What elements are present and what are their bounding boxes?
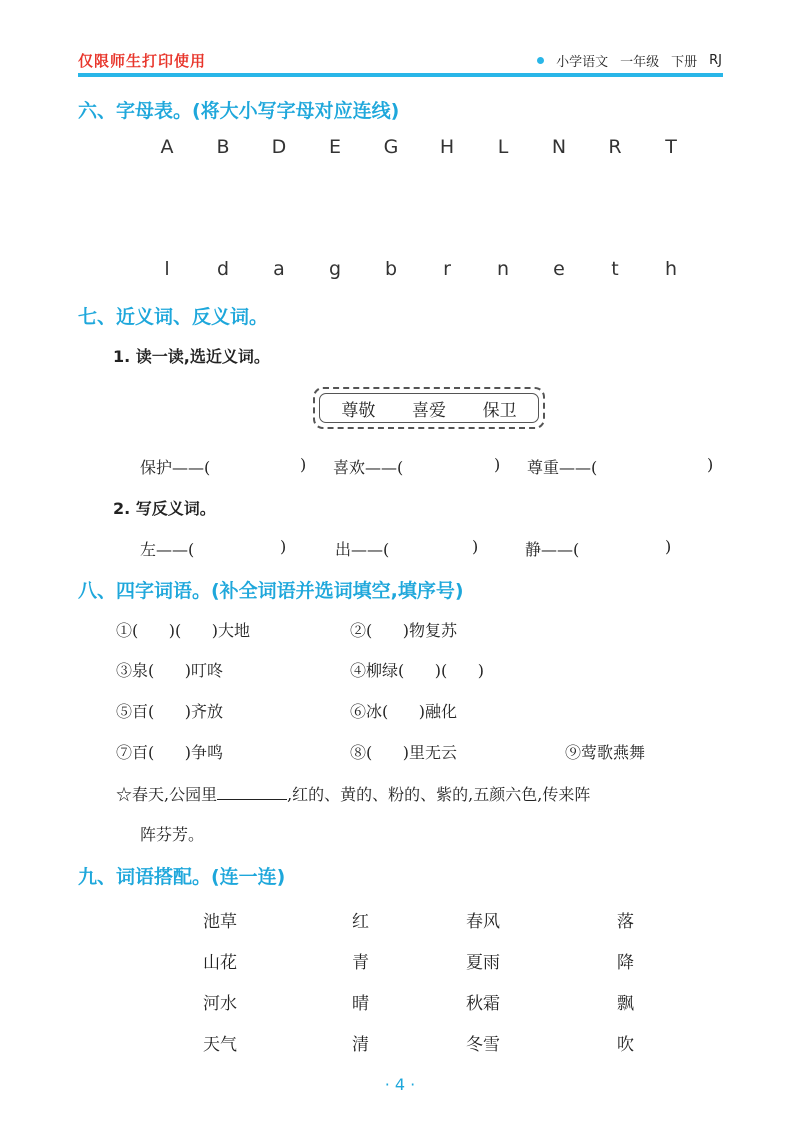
match-col1-item[interactable]: 河水 <box>203 994 237 1014</box>
header-divider <box>78 73 723 77</box>
antonym-item-2-close: ) <box>472 537 479 556</box>
bullet-dot-icon <box>537 57 544 64</box>
choice-word: 保卫 <box>482 400 517 421</box>
match-col4-item[interactable]: 落 <box>617 912 634 932</box>
synonym-item-1-close: ) <box>300 455 307 474</box>
match-col4-item[interactable]: 吹 <box>617 1035 634 1055</box>
fill-sentence-line-1 <box>116 782 590 805</box>
fill-sentence-start: ☆春天,公园里 <box>116 785 218 804</box>
header-volume: 下册 <box>671 55 698 70</box>
uppercase-letter[interactable]: H <box>439 136 455 158</box>
match-col1-item[interactable]: 天气 <box>203 1035 237 1055</box>
uppercase-letter[interactable]: G <box>383 136 399 158</box>
lowercase-letter[interactable]: t <box>611 258 619 280</box>
synonym-item-3-open: 尊重——( <box>527 458 598 477</box>
lowercase-letter[interactable]: e <box>553 258 565 280</box>
lowercase-letter[interactable]: d <box>216 258 230 280</box>
match-col2-item[interactable]: 青 <box>352 953 369 973</box>
choice-word: 尊敬 <box>341 400 376 421</box>
idiom-item-9: ⑨莺歌燕舞 <box>565 743 646 762</box>
section-7-title: 七、近义词、反义词。 <box>78 306 269 328</box>
lowercase-letter[interactable]: b <box>384 258 398 280</box>
synonym-item-2-close: ) <box>494 455 501 474</box>
match-col3-item[interactable]: 秋霜 <box>466 994 500 1014</box>
idiom-item-5: ⑤百( )齐放 <box>116 702 224 721</box>
synonym-item-3-close: ) <box>707 455 714 474</box>
match-col2-item[interactable]: 晴 <box>352 994 369 1014</box>
uppercase-letter[interactable]: B <box>216 136 230 158</box>
match-col4-item[interactable]: 飘 <box>617 994 634 1014</box>
lowercase-letter[interactable]: g <box>328 258 342 280</box>
uppercase-letter[interactable]: N <box>551 136 567 158</box>
lowercase-letter[interactable]: r <box>443 258 451 280</box>
idiom-item-3: ③泉( )叮咚 <box>116 661 224 680</box>
uppercase-letter-row <box>140 136 700 166</box>
fill-sentence-end: ,红的、黄的、粉的、紫的,五颜六色,传来阵 <box>287 785 591 804</box>
idiom-item-4: ④柳绿( )( ) <box>350 661 485 680</box>
header-watermark: 仅限师生打印使用 <box>78 52 207 70</box>
fill-sentence-line-2: 阵芬芳。 <box>140 825 205 844</box>
synonym-item-1-open: 保护——( <box>140 458 211 477</box>
lowercase-letter[interactable]: h <box>664 258 678 280</box>
match-col3-item[interactable]: 冬雪 <box>466 1035 500 1055</box>
match-col3-item[interactable]: 春风 <box>466 912 500 932</box>
header-grade: 一年级 <box>620 55 660 70</box>
match-col1-item[interactable]: 山花 <box>203 953 237 973</box>
synonym-item-2-open: 喜欢——( <box>333 458 404 477</box>
uppercase-letter[interactable]: T <box>665 136 677 158</box>
uppercase-letter[interactable]: L <box>497 136 509 158</box>
section-8-title: 八、四字词语。(补全词语并选词填空,填序号) <box>78 580 464 602</box>
antonym-item-3-close: ) <box>665 537 672 556</box>
match-col2-item[interactable]: 清 <box>352 1035 369 1055</box>
question-7-2: 2. 写反义词。 <box>113 499 216 518</box>
lowercase-letter[interactable]: l <box>164 258 170 280</box>
idiom-item-2: ②( )物复苏 <box>350 621 458 640</box>
antonym-item-3-open: 静——( <box>525 540 580 559</box>
antonym-item-1-open: 左——( <box>140 540 195 559</box>
fill-blank[interactable] <box>217 785 287 800</box>
lowercase-letter[interactable]: n <box>496 258 510 280</box>
idiom-item-8: ⑧( )里无云 <box>350 743 458 762</box>
uppercase-letter[interactable]: R <box>608 136 622 158</box>
idiom-item-7: ⑦百( )争鸣 <box>116 743 224 762</box>
antonym-item-1-close: ) <box>280 537 287 556</box>
uppercase-letter[interactable]: D <box>271 136 287 158</box>
choice-word: 喜爱 <box>411 400 446 421</box>
idiom-item-1: ①( )( )大地 <box>116 621 251 640</box>
match-col3-item[interactable]: 夏雨 <box>466 953 500 973</box>
lowercase-letter-row <box>140 258 700 288</box>
idiom-item-6: ⑥冰( )融化 <box>350 702 458 721</box>
antonym-item-2-open: 出——( <box>335 540 390 559</box>
match-col4-item[interactable]: 降 <box>617 953 634 973</box>
header-subject: 小学语文 <box>556 55 609 70</box>
match-col1-item[interactable]: 池草 <box>203 912 237 932</box>
uppercase-letter[interactable]: A <box>160 136 174 158</box>
page-number: · 4 · <box>384 1075 416 1094</box>
uppercase-letter[interactable]: E <box>328 136 341 158</box>
header-info <box>537 51 722 70</box>
lowercase-letter[interactable]: a <box>273 258 285 280</box>
section-9-title: 九、词语搭配。(连一连) <box>78 866 286 888</box>
section-6-title: 六、字母表。(将大小写字母对应连线) <box>78 100 400 122</box>
word-choice-box <box>313 387 545 429</box>
question-7-1: 1. 读一读,选近义词。 <box>113 347 270 366</box>
header-edition: RJ <box>709 53 722 68</box>
match-col2-item[interactable]: 红 <box>352 912 369 932</box>
